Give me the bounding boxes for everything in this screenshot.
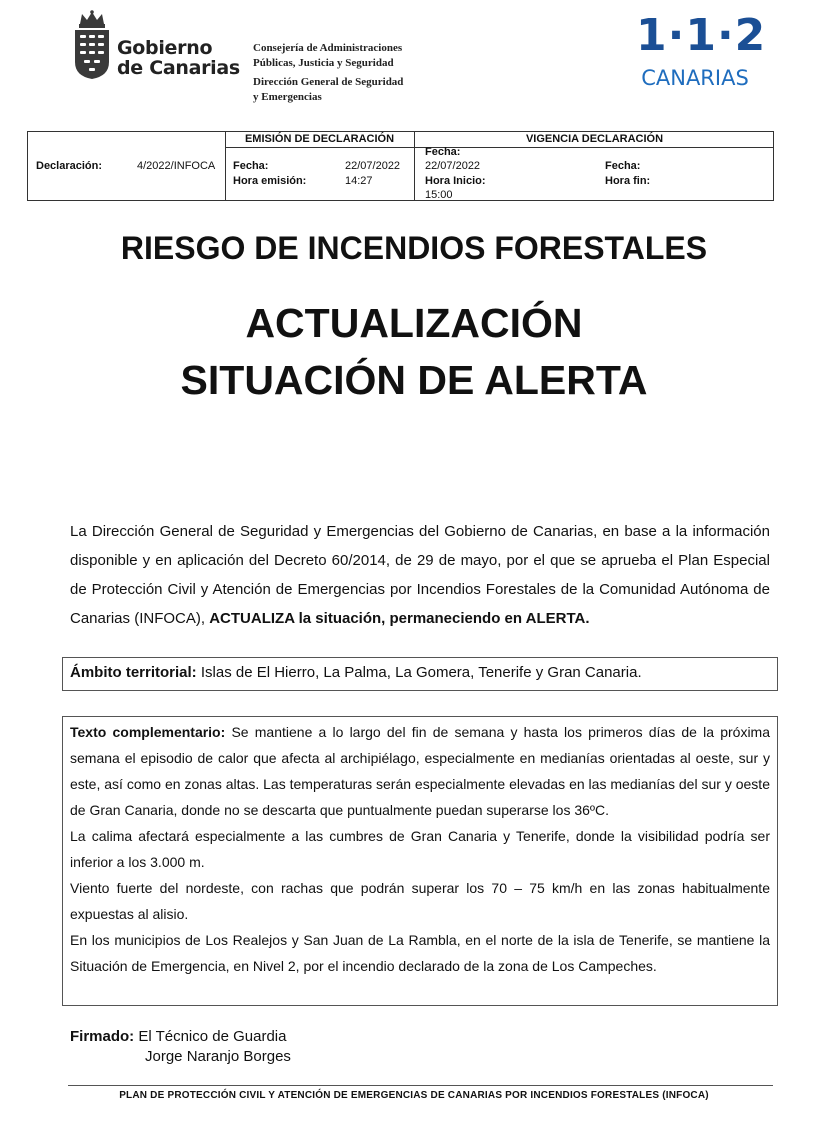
emission-time: 14:27 [345, 175, 373, 187]
footer-text: PLAN DE PROTECCIÓN CIVIL Y ATENCIÓN DE EMERGENCIAS DE CANARIAS POR INCENDIOS FORESTALES (INFOCA) [119, 1090, 709, 1101]
alert-heading: SITUACIÓN DE ALERTA [180, 357, 648, 403]
issuing-department [253, 41, 443, 104]
territorial-scope-value: Islas de El Hierro, La Palma, La Gomera, Tenerife y Gran Canaria. [200, 664, 642, 681]
declaration-table [27, 131, 774, 201]
declaration-label: Declaración: [36, 160, 103, 172]
gobierno-line2: de Canarias [117, 57, 240, 79]
signature-label: Firmado: [70, 1028, 135, 1045]
direccion-line2: y Emergencias [253, 90, 322, 103]
signature-role: El Técnico de Guardia [138, 1028, 287, 1045]
emergency-112-logo [636, 10, 767, 92]
gobierno-canarias-wordmark [117, 38, 240, 78]
start-date: 22/07/2022 [425, 160, 481, 172]
intro-emphasis: ACTUALIZA la situación, permaneciendo en ALERTA. [209, 610, 590, 627]
complementary-p4: En los municipios de Los Realejos y San Juan de La Rambla, en el norte de la isla de Tenerife, se mantiene la Situación de Emergencia, en Nivel 2, por el incendio declarado de la zona de Los Campeches. [70, 932, 770, 974]
complementary-p2: La calima afectará especialmente a las cumbres de Gran Canaria y Tenerife, donde la visibilidad podría ser inferior a los 3.000 m. [70, 828, 770, 870]
emission-time-label: Hora emisión: [233, 175, 307, 187]
intro-text: La Dirección General de Seguridad y Emergencias del Gobierno de Canarias, en base a la información disponible y en aplicación del Decreto 60/2014, de 29 de mayo, por el que se aprueba el Plan Especial de Protección Civil y Atención de Emergencias por Incendios Forestales de la Comunidad Autónoma de Canarias (INFOCA), [70, 523, 770, 627]
consejeria-line1: Consejería de Administraciones [253, 42, 403, 54]
start-time-label: Hora Inicio: [425, 175, 486, 187]
update-heading: ACTUALIZACIÓN [245, 300, 583, 346]
emergency-number: 1·1·2 [636, 10, 767, 61]
signature-block [70, 1027, 286, 1047]
start-date-label: Fecha: [425, 146, 461, 158]
intro-paragraph [70, 517, 770, 633]
complementary-text [70, 719, 770, 979]
territorial-scope-label: Ámbito territorial: [70, 664, 197, 681]
consejeria-line2: Públicas, Justicia y Seguridad [253, 56, 394, 69]
end-date-label: Fecha: [605, 160, 641, 172]
direccion-line1: Dirección General de Seguridad [253, 76, 404, 88]
emergency-region: CANARIAS [641, 66, 749, 90]
end-time-label: Hora fin: [605, 175, 651, 187]
validity-header: VIGENCIA DECLARACIÓN [525, 133, 664, 145]
complementary-label: Texto complementario: [70, 724, 226, 740]
territorial-scope [70, 662, 642, 684]
start-time: 15:00 [425, 189, 453, 201]
footer-divider [68, 1085, 773, 1086]
emission-date-label: Fecha: [233, 160, 269, 172]
gobierno-line1: Gobierno [117, 37, 213, 59]
complementary-p1: Se mantiene a lo largo del fin de semana y hasta los primeros días de la próxima semana el episodio de calor que afecta al archipiélago, especialmente en medianías orientadas al oeste, sur y este, así como en zonas altas. Las temperaturas serán especialmente elevadas en las medianías del sur y oeste de Gran Canaria, donde no se descarta que puntualmente puedan superarse los 36ºC. [70, 724, 771, 818]
signatory-name: Jorge Naranjo Borges [145, 1048, 291, 1065]
emission-date: 22/07/2022 [345, 160, 401, 172]
complementary-p3: Viento fuerte del nordeste, con rachas que podrán superar los 70 – 75 km/h en las zonas habitualmente expuestas al alisio. [70, 880, 770, 922]
document-title: RIESGO DE INCENDIOS FORESTALES [120, 230, 708, 266]
emission-header: EMISIÓN DE DECLARACIÓN [244, 133, 395, 145]
declaration-number: 4/2022/INFOCA [137, 160, 216, 172]
gobierno-canarias-crest-logo [72, 10, 112, 80]
